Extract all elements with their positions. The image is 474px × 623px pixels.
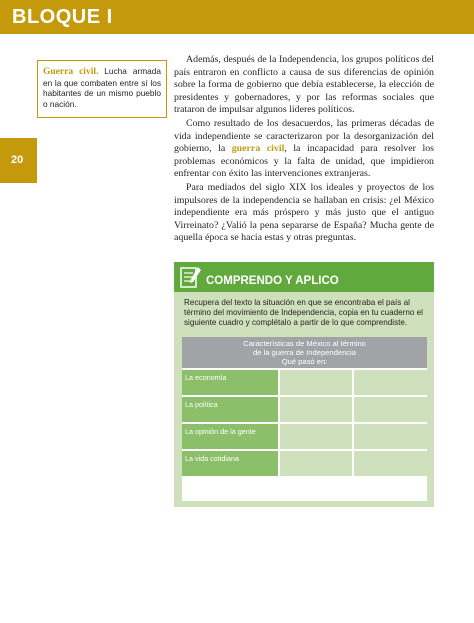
table-header-line-3: Qué pasó en: bbox=[281, 357, 328, 367]
glossary-box bbox=[37, 60, 167, 118]
pencil-notepad-icon bbox=[179, 264, 203, 290]
table-row bbox=[182, 451, 427, 476]
row-label-opinion: La opinión de la gente bbox=[182, 424, 278, 449]
table-header bbox=[182, 337, 427, 368]
table-header-line-1: Características de México al término bbox=[243, 339, 366, 348]
row-label-politica: La política bbox=[182, 397, 278, 422]
answer-cell bbox=[354, 451, 427, 476]
answer-cell bbox=[354, 370, 427, 395]
paragraph-2-text-b: , la incapacidad para resolver los problemas económicos y la falta de unidad, que impidieron enfrentar con éxito las intervenciones extranjeras. bbox=[174, 143, 434, 180]
answer-cell bbox=[280, 397, 352, 422]
bloque-header-bar bbox=[0, 0, 474, 34]
table-header-line-2: de la guerra de Independencia bbox=[252, 348, 357, 358]
paragraph-2 bbox=[174, 118, 434, 181]
answer-cell bbox=[280, 370, 352, 395]
activity-box bbox=[174, 262, 434, 507]
paragraph-2-text-a: Como resultado de los desacuerdos, las primeras décadas de vida independiente se caracterizaron por la desorganización del gobierno, la bbox=[174, 117, 434, 155]
answer-cell bbox=[280, 451, 352, 476]
page-number: 20 bbox=[11, 154, 24, 166]
guerra-civil-highlight: guerra civil bbox=[231, 143, 285, 155]
glossary-definition: Lucha armada en la que combaten entre sí los habitantes de un mismo pueblo o nación. bbox=[43, 66, 161, 110]
answer-cell bbox=[354, 397, 427, 422]
activity-title: COMPRENDO Y APLICO bbox=[206, 275, 339, 287]
paragraph-3: Para mediados del siglo XIX los ideales y proyectos de los impulsores de la independencia se hallaban en crisis: ¿el México independiente era más próspero y más justo que el antiguo Virreinato? ¿Valió la pena separarse de España? Mucha gente de aquella época se hacía estas y otras preguntas. bbox=[174, 181, 434, 244]
paragraph-1: Además, después de la Independencia, los grupos políticos del país entraron en conflicto a causa de sus diferencias de opinión sobre la forma de gobierno que debía establecerse, la elección de presidentes y gobernadores, y por las reformas sociales que trataron de impulsar algunos líderes políticos. bbox=[174, 54, 434, 116]
activity-instructions: Recupera del texto la situación en que se encontraba el país al término del movimiento de Independencia, copia en tu cuaderno el siguiente cuadro y complétalo a partir de lo que comprendiste. bbox=[184, 298, 423, 328]
answer-cell bbox=[354, 424, 427, 449]
answer-cell bbox=[280, 424, 352, 449]
glossary-term: Guerra civil. bbox=[43, 67, 99, 77]
row-label-vida-cotidiana: La vida cotidiana bbox=[182, 451, 278, 476]
activity-header bbox=[174, 262, 434, 292]
table-row bbox=[182, 397, 427, 422]
characteristics-table bbox=[182, 337, 427, 501]
table-row bbox=[182, 424, 427, 449]
row-label-economia: La economía bbox=[182, 370, 278, 395]
table-row bbox=[182, 370, 427, 395]
bloque-title: BLOQUE I bbox=[12, 6, 113, 28]
main-text bbox=[174, 54, 434, 246]
